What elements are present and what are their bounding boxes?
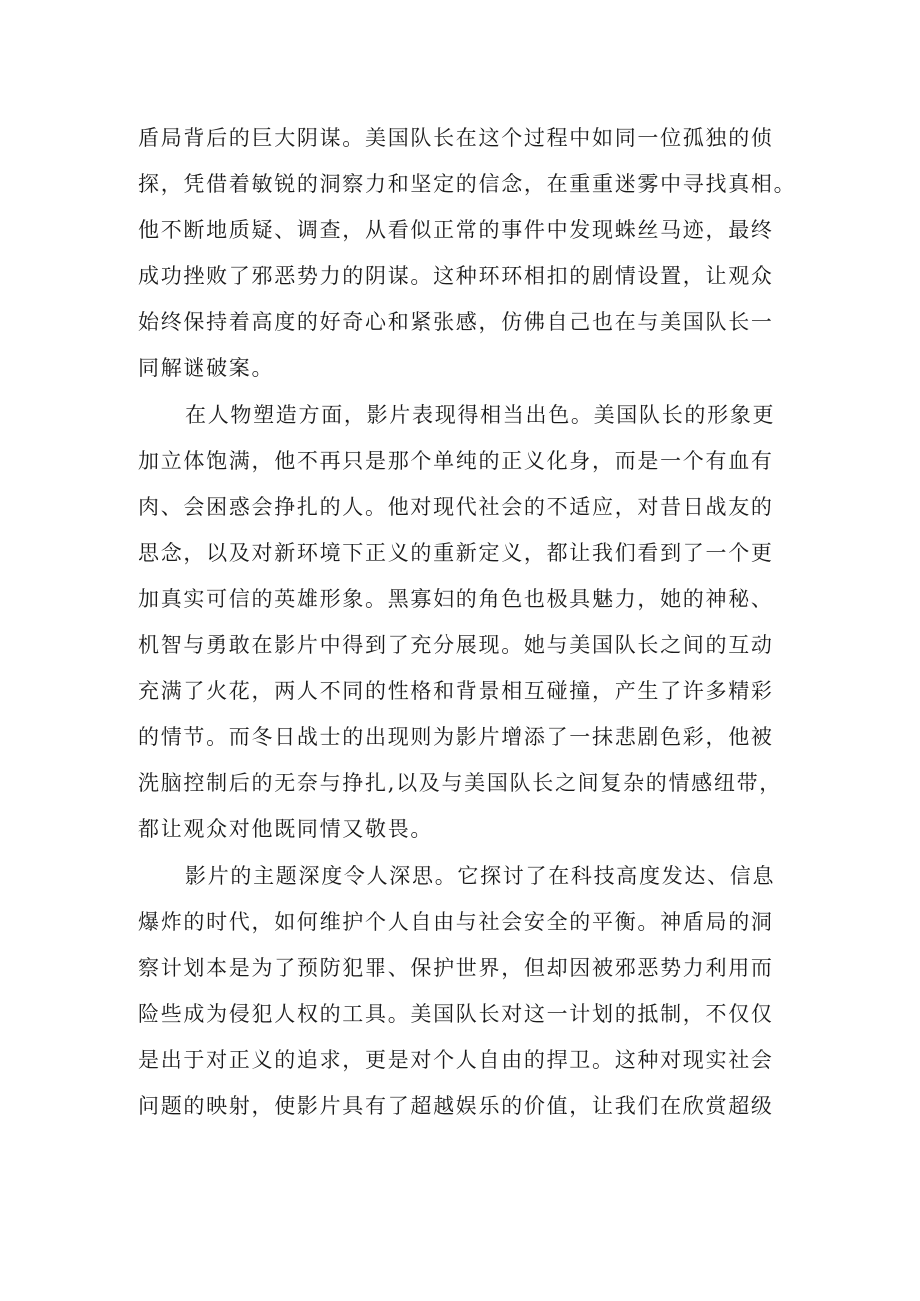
text-line: 加立体饱满，他不再只是那个单纯的正义化身，而是一个有血有 [138, 448, 774, 473]
text-line: 他不断地质疑、调查，从看似正常的事件中发现蛛丝马迹，最终 [138, 218, 774, 243]
text-line: 问题的映射，使影片具有了超越娱乐的价值，让我们在欣赏超级 [138, 1093, 774, 1118]
text-line: 探，凭借着敏锐的洞察力和坚定的信念，在重重迷雾中寻找真相。 [138, 172, 797, 197]
text-line: 察计划本是为了预防犯罪、保护世界，但却因被邪恶势力利用而 [138, 955, 774, 980]
text-line: 影片的主题深度令人深思。它探讨了在科技高度发达、信息 [185, 863, 776, 888]
text-line: 加真实可信的英雄形象。黑寡妇的角色也极具魅力，她的神秘、 [138, 586, 774, 611]
text-line: 成功挫败了邪恶势力的阴谋。这种环环相扣的剧情设置，让观众 [138, 264, 774, 289]
text-line: 的情节。而冬日战士的出现则为影片增添了一抹悲剧色彩，他被 [138, 725, 774, 750]
text-line: 同解谜破案。 [138, 356, 275, 381]
text-line: 是出于对正义的追求，更是对个人自由的捍卫。这种对现实社会 [138, 1047, 774, 1072]
paragraph-1 [138, 115, 797, 392]
text-line: 充满了火花，两人不同的性格和背景相互碰撞，产生了许多精彩 [138, 679, 774, 704]
text-line: 盾局背后的巨大阴谋。美国队长在这个过程中如同一位孤独的侦 [138, 126, 774, 150]
text-line: 始终保持着高度的好奇心和紧张感，仿佛自己也在与美国队长一 [138, 310, 774, 335]
paragraph-3 [138, 853, 790, 1130]
text-line: 肉、会困惑会挣扎的人。他对现代社会的不适应，对昔日战友的 [138, 494, 774, 519]
document-body [138, 115, 797, 1129]
text-line: 爆炸的时代，如何维护个人自由与社会安全的平衡。神盾局的洞 [138, 909, 774, 934]
text-line: 思念，以及对新环境下正义的重新定义，都让我们看到了一个更 [138, 540, 774, 565]
text-line: 机智与勇敢在影片中得到了充分展现。她与美国队长之间的互动 [138, 633, 774, 658]
text-line: 洗脑控制后的无奈与挣扎,以及与美国队长之间复杂的情感纽带， [138, 771, 782, 796]
text-line: 险些成为侵犯人权的工具。美国队长对这一计划的抵制，不仅仅 [138, 1001, 774, 1026]
paragraph-2 [138, 392, 790, 853]
text-line: 在人物塑造方面，影片表现得相当出色。美国队长的形象更 [185, 402, 776, 427]
text-line: 都让观众对他既同情又敬畏。 [138, 817, 434, 842]
